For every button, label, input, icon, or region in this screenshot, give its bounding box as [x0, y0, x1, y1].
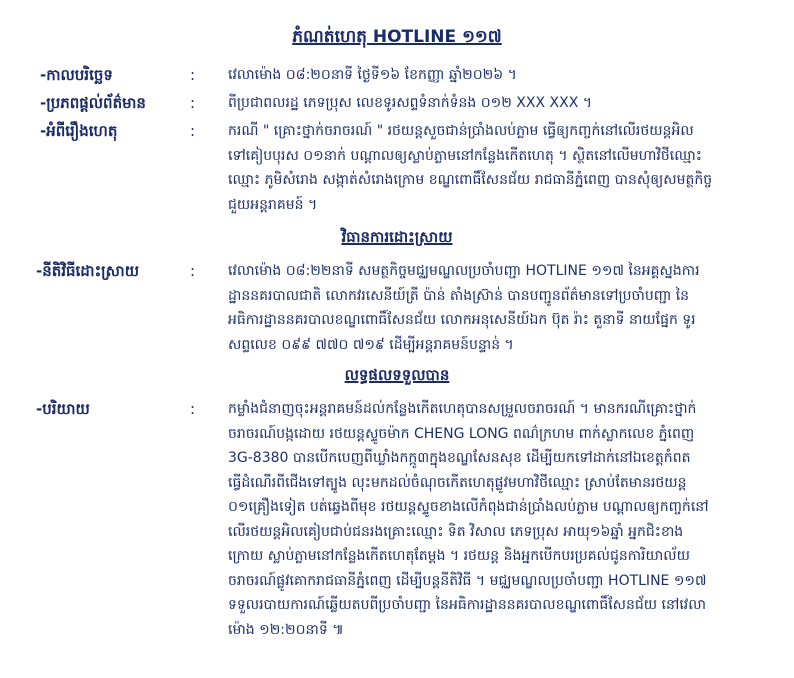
- response-description: [228, 259, 778, 357]
- text-line: ចរាចរណ៍បង្កដោយ រថយន្តស្ទូចម៉ាក CHENG LONG ពណ៌ក្រហម ពាក់ស្លាកលេខ ភ្នំពេញ: [228, 425, 695, 442]
- text-line: ដ្ឋាននគរបាលជាតិ លោកវរសេនីយ៍ត្រី ប៉ាន់ តាំងស្រ៊ាន់ បានបញ្ជូនព័ត៌មានទៅប្រចាំបញ្ជា នៃ: [228, 287, 690, 304]
- text-line: លើរថយន្តអិលគៀបជាប់ជនរងគ្រោះឈ្មោះ ទិត វិសាល ភេទប្រុស អាយុ១៦ឆ្នាំ អ្នកជិះខាង: [228, 523, 684, 540]
- result-description: [228, 397, 778, 642]
- incident-label: -អំពីរឿងហេតុ: [40, 122, 118, 140]
- response-label: -នីតិវិធីដោះស្រាយ: [36, 262, 139, 280]
- text-line: ០១គ្រឿងទៀត បត់ឆ្វេងពីមុខ រថយន្តស្ទូចខាងលើកំពុងជាន់ប្រាំងលប់ភ្លាម បណ្តាលឲ្យកញ្ចក់នៅ: [228, 499, 709, 515]
- report-title: ភំណត់ហេតុ HOTLINE ១១៧: [292, 27, 502, 47]
- result-label: -បរិយាយ: [36, 400, 90, 418]
- text-line: ក្រោយ ស្លាប់ភ្លាមនៅកន្លែងកើតហេតុតែម្តង ។ រថយន្ត និងអ្នកបើកបរប្រគល់ជូនការិយាល័យ: [228, 548, 690, 564]
- source-value: [228, 91, 778, 116]
- date-value: [228, 63, 778, 88]
- incident-colon: :: [190, 122, 196, 140]
- incident-description: [228, 119, 778, 217]
- text-line: ទៅគៀបបុរស ០១នាក់ បណ្តាលឲ្យស្លាប់ភ្លាមនៅកន្លែងកើតហេតុ ។ ស្ថិតនៅលើមហាវិថីឈ្មោះ: [228, 147, 702, 164]
- date-label: -កាលបរិច្ឆេទ: [40, 66, 113, 84]
- text-line: សព្ទលេខ ០៩៩ ៧៧០ ៧១៩ ដើម្បីអន្តរាគមន៍បន្ទាន់ ។: [228, 336, 514, 353]
- date-colon: :: [190, 66, 196, 84]
- response-colon: :: [190, 262, 196, 280]
- result-heading: លទ្ធផលទទួលបាន: [344, 366, 450, 384]
- text-line: ចរាចរណ៍ផ្លូវគោករាជធានីភ្នំពេញ ដើម្បីបន្តនីតិវិធី ។ មជ្ឈមណ្ឌលប្រចាំបញ្ជា HOTLINE ១១៧: [228, 572, 707, 589]
- text-line: 3G-8380 បានបើកបេញពីឃ្លាំងកក្កូ៣ក្នុងខណ្ឌសែនសុខ ដើម្បីយកទៅដាក់នៅឯខេត្តកំពត: [228, 450, 691, 466]
- text-line: ទទួលរបាយការណ៍ឆ្លើយតបពីប្រចាំបញ្ជា នៃអធិការដ្ឋាននគរបាលខណ្ឌពោធិ៍សែនជ័យ នៅវេលា: [228, 597, 706, 613]
- text-line: ម៉ោង ១២:២០នាទី ៕: [228, 621, 344, 638]
- text-line: វេលាម៉ោង ០៨:២០នាទី ថ្ងៃទី១៦ ខែកញ្ញា ឆ្នាំ២០២៦ ។: [228, 67, 517, 83]
- text-line: ធ្វើដំណើរពីជើងទៅត្បូង លុះមកដល់ចំណុចកើតហេតុផ្លូវមហាវិថីឈ្មោះ ស្រាប់តែមានរថយន្ត: [228, 474, 687, 491]
- text-line: ពីប្រជាពលរដ្ឋ ភេទប្រុស លេខទូរសព្ទទំនាក់ទំនង ០១២ XXX XXX ។: [228, 95, 592, 111]
- result-colon: :: [190, 400, 196, 418]
- source-colon: :: [190, 94, 196, 112]
- response-heading: វិធានការដោះស្រាយ: [341, 228, 453, 246]
- source-label: -ប្រភពផ្តល់ព័ត៌មាន: [40, 94, 146, 112]
- text-line: អធិការដ្ឋាននគរបាលខណ្ឌពោធិ៍សែនជ័យ លោកអនុសេនីយ៍ឯក ប៊ុត រ៉ាះ តួនាទី នាយផ្នែក ទូរ: [228, 312, 696, 328]
- text-line: ឈ្មោះ ភូមិសំរោង សង្កាត់សំរោងក្រោម ខណ្ឌពោធិ៍សែនជ័យ រាជធានីភ្នំពេញ បានសុំឲ្យសមត្ថកិច្ច: [228, 172, 713, 188]
- text-line: ករណី " គ្រោះថ្នាក់ចរាចរណ៍ " រថយន្តសួចជាន់ប្រាំងលប់ភ្លាម ធ្វើឲ្យកញ្ចក់នៅលើរថយន្តអិល: [228, 123, 694, 139]
- text-line: វេលាម៉ោង ០៨:២២នាទី សមត្ថកិច្ចមជ្ឈមណ្ឌលប្រចាំបញ្ជា HOTLINE ១១៧ នៃអគ្គស្នងការ: [228, 263, 700, 279]
- text-line: កម្លាំងជំនាញចុះអន្តរាគមន៍ដល់កន្លែងកើតហេតុបានសម្រួលចរាចរណ៍ ។ មានករណីគ្រោះថ្នាក់: [228, 401, 697, 417]
- text-line: ជួយអន្តរាគមន៍ ។: [228, 196, 318, 213]
